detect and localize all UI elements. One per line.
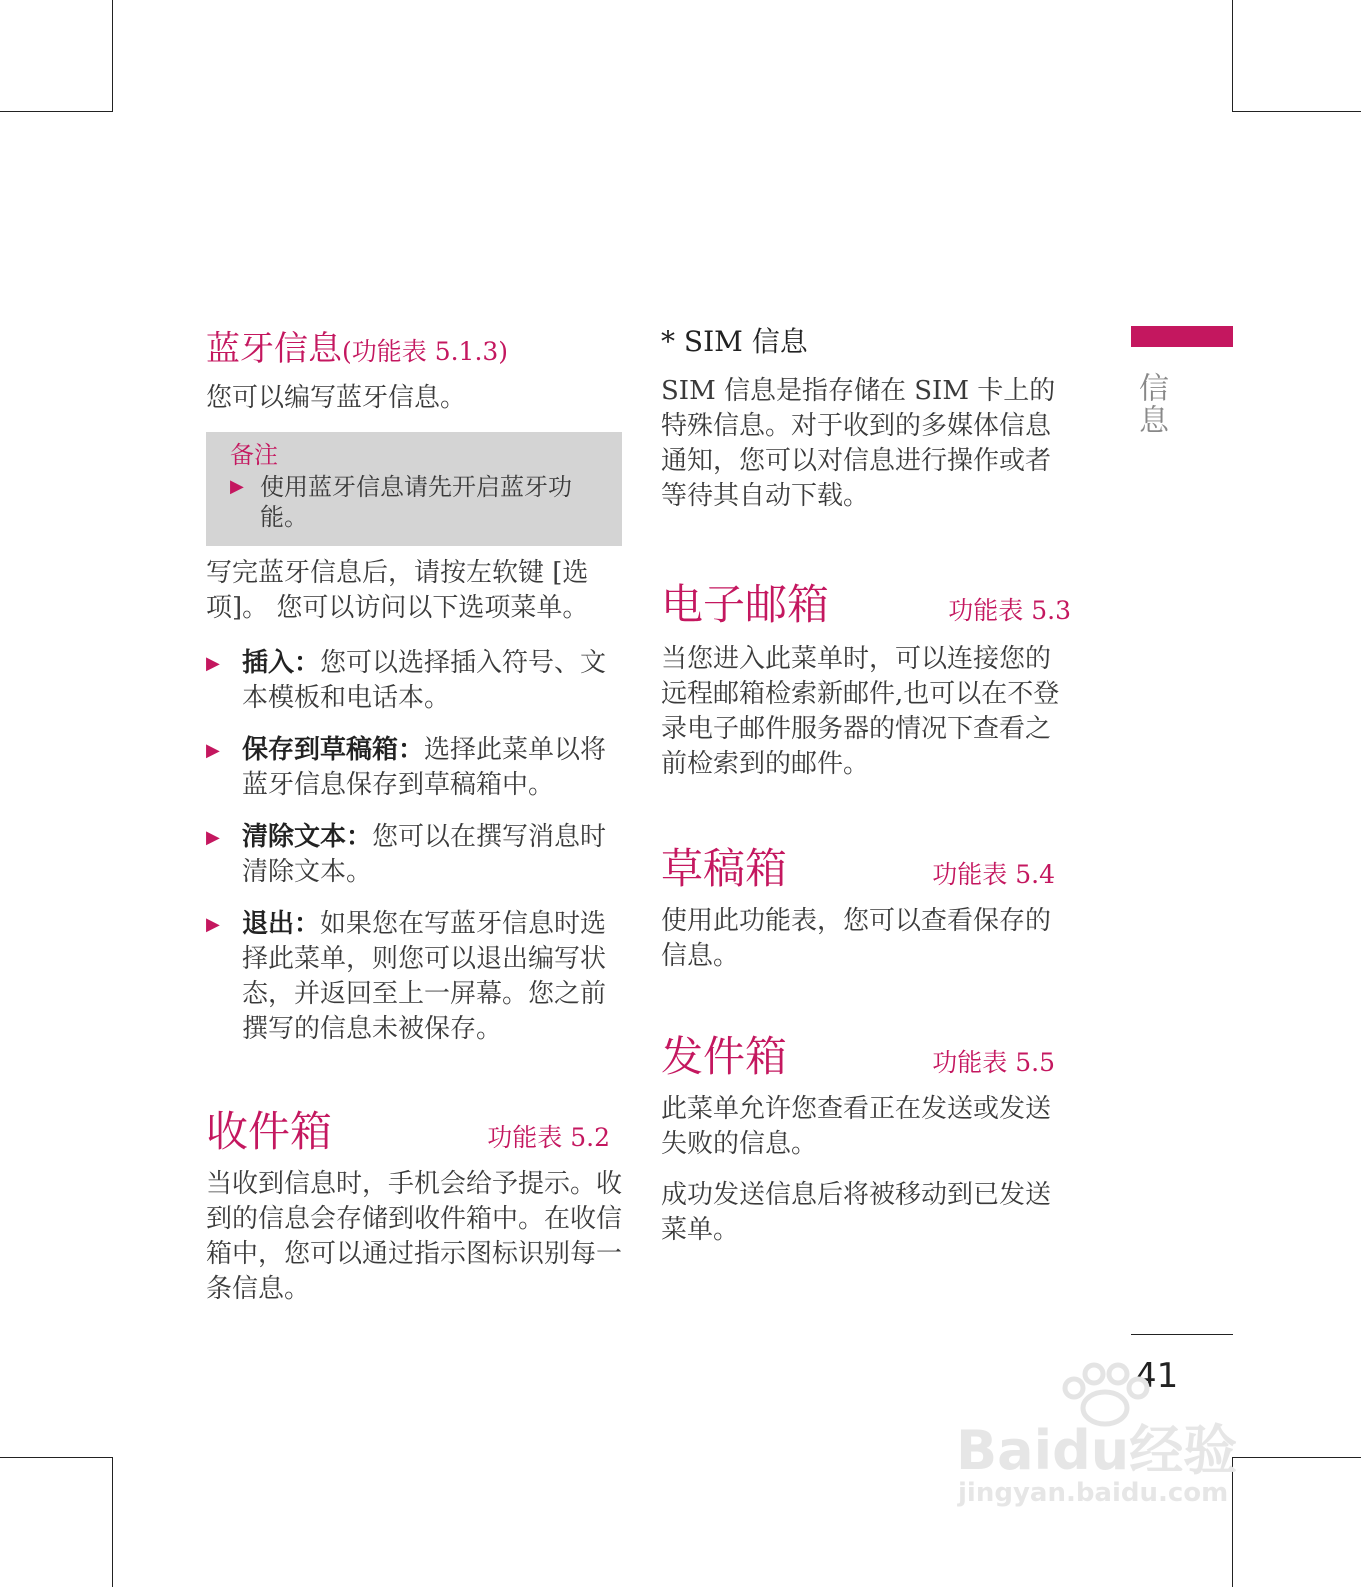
inbox-ref: 功能表 5.2	[487, 1123, 610, 1152]
left-column	[206, 326, 622, 1307]
arrow-bullet-icon: ▶	[230, 476, 244, 497]
bluetooth-ref: (功能表 5.1.3)	[342, 337, 509, 366]
list-item	[206, 820, 622, 890]
watermark-url: jingyan.baidu.com	[958, 1478, 1229, 1508]
arrow-bullet-icon: ▶	[206, 827, 220, 848]
bluetooth-intro: 您可以编写蓝牙信息。	[206, 383, 467, 413]
outbox-title: 发件箱	[661, 1032, 788, 1081]
note-box	[206, 432, 622, 546]
crop-mark	[0, 111, 112, 112]
drafts-title: 草稿箱	[661, 844, 788, 893]
list-item	[206, 646, 622, 716]
item-text: 您可以在撰写消息时清除文本。	[242, 822, 607, 887]
note-text: 使用蓝牙信息请先开启蓝牙功能。	[260, 473, 572, 531]
bluetooth-heading	[206, 326, 622, 375]
note-title: 备注	[230, 441, 278, 469]
page-number: 41	[1135, 1356, 1179, 1396]
item-term: 插入：	[242, 648, 321, 678]
outbox-text1: 此菜单允许您查看正在发送或发送失败的信息。	[661, 1094, 1052, 1159]
crop-mark	[0, 1457, 112, 1458]
item-text: 如果您在写蓝牙信息时选择此菜单，则您可以退出编写状态，并返回至上一屏幕。您之前撰写的信息未被保存。	[242, 909, 607, 1044]
email-text: 当您进入此菜单时，可以连接您的远程邮箱检索新邮件,也可以在不登录电子邮件服务器的情况下查看之前检索到的邮件。	[661, 644, 1060, 779]
sim-text: SIM 信息是指存储在 SIM 卡上的特殊信息。对于收到的多媒体信息通知，您可以对信息进行操作或者等待其自动下载。	[661, 376, 1056, 511]
bluetooth-after: 写完蓝牙信息后，请按左软键 [选项]。 您可以访问以下选项菜单。	[206, 558, 589, 623]
outbox-ref: 功能表 5.5	[932, 1048, 1055, 1077]
drafts-ref: 功能表 5.4	[932, 860, 1055, 889]
email-heading	[661, 572, 1071, 632]
crop-mark	[112, 0, 113, 112]
outbox-heading	[661, 1024, 1071, 1084]
drafts-heading	[661, 836, 1071, 896]
page-number-rule	[1131, 1334, 1233, 1335]
sim-heading: * SIM 信息	[661, 325, 808, 358]
crop-mark	[1232, 111, 1361, 112]
right-column	[661, 322, 1071, 1248]
item-term: 清除文本：	[242, 822, 373, 852]
item-text: 选择此菜单以将蓝牙信息保存到草稿箱中。	[242, 735, 607, 800]
drafts-text: 使用此功能表，您可以查看保存的信息。	[661, 906, 1052, 971]
item-text: 您可以选择插入符号、文本模板和电话本。	[242, 648, 607, 713]
side-tab-label: 信息	[1133, 372, 1168, 436]
email-ref: 功能表 5.3	[948, 596, 1071, 625]
inbox-text: 当收到信息时，手机会给予提示。收到的信息会存储到收件箱中。在收信箱中，您可以通过指示图标识别每一条信息。	[206, 1169, 623, 1304]
side-tab-bar	[1131, 326, 1233, 347]
crop-mark	[112, 1457, 113, 1587]
list-item	[206, 907, 622, 1047]
item-term: 退出：	[242, 909, 321, 939]
arrow-bullet-icon: ▶	[206, 914, 220, 935]
bluetooth-title: 蓝牙信息	[206, 329, 342, 369]
inbox-heading	[206, 1099, 622, 1159]
item-term: 保存到草稿箱：	[242, 735, 425, 765]
inbox-title: 收件箱	[206, 1107, 333, 1156]
watermark-brand: Baidu经验	[956, 1419, 1238, 1482]
baidu-watermark	[950, 1360, 1270, 1520]
arrow-bullet-icon: ▶	[206, 740, 220, 761]
crop-mark	[1232, 0, 1233, 112]
list-item	[206, 733, 622, 803]
email-title: 电子邮箱	[661, 580, 830, 629]
outbox-text2: 成功发送信息后将被移动到已发送菜单。	[661, 1180, 1052, 1245]
arrow-bullet-icon: ▶	[206, 653, 220, 674]
note-item	[230, 472, 600, 532]
